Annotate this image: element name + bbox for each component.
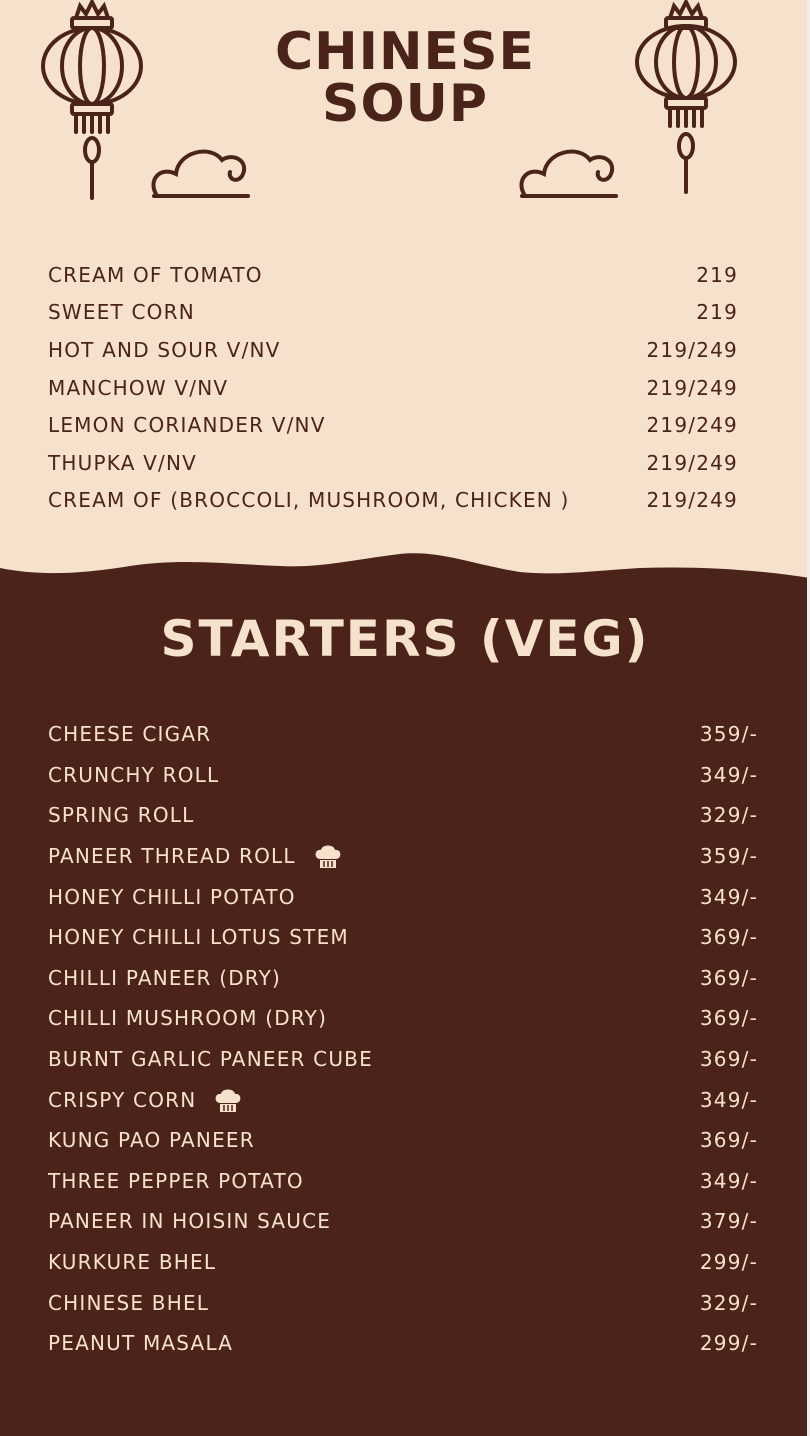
menu-item [48,256,738,294]
item-price: 379/- [699,1209,758,1234]
soup-title-line1: CHINESE [274,22,536,82]
item-price: 329/- [699,1290,758,1315]
menu-item [48,369,738,407]
menu-item [48,1201,758,1242]
menu-item [48,1161,758,1202]
item-price: 219/249 [646,488,738,513]
item-price: 349/- [699,1168,758,1193]
menu-item [48,755,758,796]
item-name: CRISPY CORN [48,1087,197,1112]
soup-title-line2: SOUP [322,74,488,134]
item-name: THREE PEPPER POTATO [48,1168,304,1193]
item-name: HONEY CHILLI POTATO [48,884,296,909]
item-name: SPRING ROLL [48,803,195,828]
menu-item [48,294,738,332]
item-name: HONEY CHILLI LOTUS STEM [48,925,349,950]
item-name: BURNT GARLIC PANEER CUBE [48,1047,373,1072]
item-name: CHINESE BHEL [48,1290,210,1315]
menu-item [48,714,758,755]
menu-item [48,958,758,999]
item-name: CREAM OF (BROCCOLI, MUSHROOM, CHICKEN ) [48,488,570,513]
menu-item [48,1039,758,1080]
item-price: 219/249 [646,450,738,475]
item-price: 369/- [699,1128,758,1153]
item-price: 349/- [699,1087,758,1112]
item-price: 359/- [699,844,758,869]
menu-item [48,998,758,1039]
starters-menu-list [48,714,758,1364]
menu-item [48,1242,758,1283]
menu-item [48,836,758,877]
item-price: 219/249 [646,337,738,362]
item-name-wrap [48,843,342,869]
item-price: 219/249 [646,413,738,438]
soup-section [0,0,810,600]
item-name: CHILLI PANEER (DRY) [48,965,282,990]
menu-item [48,444,738,482]
menu-item [48,331,738,369]
item-name: HOT AND SOUR V/NV [48,337,281,362]
item-name: CHEESE CIGAR [48,722,212,747]
item-name: LEMON CORIANDER V/NV [48,413,326,438]
menu-item [48,917,758,958]
item-name: CRUNCHY ROLL [48,762,220,787]
item-name: CHILLI MUSHROOM (DRY) [48,1006,328,1031]
menu-item [48,1282,758,1323]
menu-item [48,1323,758,1364]
cloud-icon [150,146,252,202]
chef-hat-icon [314,843,342,869]
menu-item [48,1120,758,1161]
item-name-wrap [48,1087,242,1113]
chef-hat-icon [214,1087,242,1113]
menu-item [48,482,738,520]
cloud-icon [518,146,620,202]
item-price: 299/- [699,1250,758,1275]
item-price: 359/- [699,722,758,747]
item-name: PANEER THREAD ROLL [48,844,296,869]
item-price: 219 [696,262,738,287]
item-price: 219 [696,300,738,325]
menu-item [48,1079,758,1120]
item-price: 349/- [699,884,758,909]
item-name: SWEET CORN [48,300,195,325]
menu-item [48,795,758,836]
item-price: 369/- [699,925,758,950]
item-price: 369/- [699,1047,758,1072]
item-name: THUPKA V/NV [48,450,198,475]
menu-item [48,876,758,917]
item-name: KUNG PAO PANEER [48,1128,255,1153]
item-name: PEANUT MASALA [48,1331,234,1356]
item-price: 349/- [699,762,758,787]
item-name: MANCHOW V/NV [48,375,229,400]
item-price: 219/249 [646,375,738,400]
item-name: CREAM OF TOMATO [48,262,263,287]
item-price: 369/- [699,1006,758,1031]
item-price: 329/- [699,803,758,828]
item-name: KURKURE BHEL [48,1250,217,1275]
item-price: 369/- [699,965,758,990]
starters-title: STARTERS (VEG) [160,610,650,668]
menu-item [48,406,738,444]
soup-menu-list [48,256,738,519]
item-price: 299/- [699,1331,758,1356]
item-name: PANEER IN HOISIN SAUCE [48,1209,332,1234]
